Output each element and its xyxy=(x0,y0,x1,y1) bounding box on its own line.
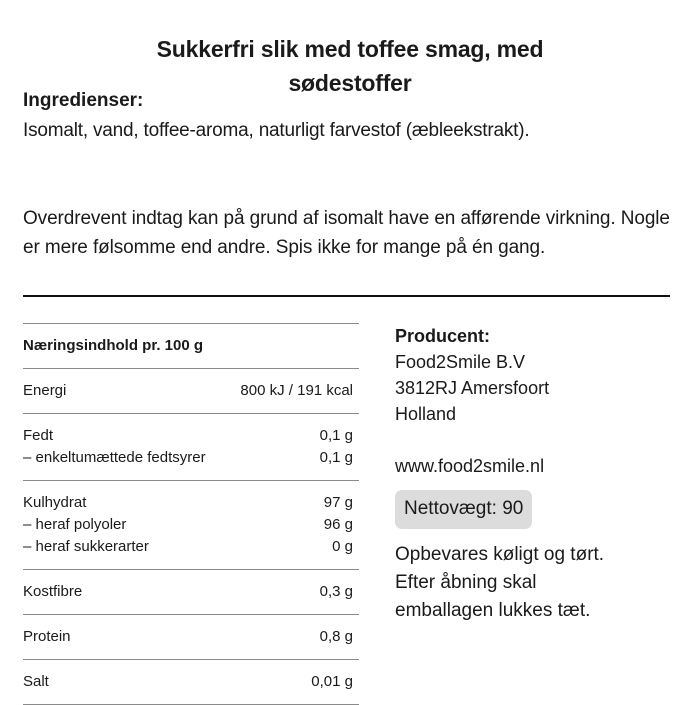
producer-website: www.food2smile.nl xyxy=(395,456,545,476)
nutrient-value: 0,1 g xyxy=(319,449,353,466)
nutrient-value: 0 g xyxy=(332,538,353,555)
nutrition-line xyxy=(23,447,359,469)
producer-country: Holland xyxy=(395,404,457,424)
nutrition-line xyxy=(23,626,359,648)
nutrition-table xyxy=(23,323,359,705)
storage-instructions xyxy=(395,541,685,625)
nutrient-value: 0,3 g xyxy=(319,583,353,600)
nutrient-value: 97 g xyxy=(323,494,353,511)
nutrient-label: – enkeltumættede fedtsyrer xyxy=(23,449,206,466)
nutrition-line xyxy=(23,492,359,514)
nutrient-label: Fedt xyxy=(23,427,54,444)
nutrition-row-fibre xyxy=(23,569,359,614)
nutrition-line xyxy=(23,380,359,402)
section-divider xyxy=(23,295,670,297)
nutrient-label: – heraf sukkerarter xyxy=(23,538,149,555)
storage-line-2: Efter åbning skal xyxy=(395,572,537,593)
ingredients-heading: Ingredienser: xyxy=(23,90,144,111)
nutrition-row-protein xyxy=(23,614,359,659)
nutrient-label: – heraf polyoler xyxy=(23,516,127,533)
nutrition-row-fat xyxy=(23,413,359,480)
nutrition-header-label: Næringsindhold pr. 100 g xyxy=(23,337,204,354)
storage-line-3: emballagen lukkes tæt. xyxy=(395,600,591,621)
nutrient-value: 0,01 g xyxy=(311,673,353,690)
nutrition-line xyxy=(23,536,359,558)
ingredients-text: Isomalt, vand, toffee-aroma, naturligt farvestof (æbleekstrakt). xyxy=(23,120,530,141)
nutrition-row-salt xyxy=(23,659,359,705)
nutrition-row-carbohydrate xyxy=(23,480,359,569)
nutrient-value: 96 g xyxy=(323,516,353,533)
product-title-line-1: Sukkerfri slik med toffee smag, med xyxy=(156,36,544,62)
nutrient-value: 0,8 g xyxy=(319,628,353,645)
nutrient-label: Kostfibre xyxy=(23,583,83,600)
nutrient-value: 0,1 g xyxy=(319,427,353,444)
producer-heading: Producent: xyxy=(395,326,491,346)
producer-info xyxy=(395,323,685,479)
storage-line-1: Opbevares køligt og tørt. xyxy=(395,544,605,565)
nutrition-line xyxy=(23,581,359,603)
nutrition-row-energy xyxy=(23,368,359,413)
nutrient-value: 800 kJ / 191 kcal xyxy=(240,382,353,399)
net-weight-badge: Nettovægt: 90 xyxy=(395,490,532,529)
nutrient-label: Kulhydrat xyxy=(23,494,87,511)
laxative-warning: Overdrevent indtag kan på grund af isomalt have en afførende virkning. Nogle er mere følsomme end andre. Spis ikke for mange på én gang. xyxy=(23,208,670,258)
nutrient-label: Protein xyxy=(23,628,71,645)
nutrition-header xyxy=(23,323,359,368)
nutrient-label: Salt xyxy=(23,673,49,690)
nutrition-line xyxy=(23,425,359,447)
nutrition-line xyxy=(23,671,359,693)
nutrient-label: Energi xyxy=(23,382,67,399)
nutrition-line xyxy=(23,514,359,536)
producer-address: 3812RJ Amersfoort xyxy=(395,378,550,398)
producer-name: Food2Smile B.V xyxy=(395,352,526,372)
spacer xyxy=(395,427,685,453)
product-title-line-2: sødestoffer xyxy=(288,70,412,96)
